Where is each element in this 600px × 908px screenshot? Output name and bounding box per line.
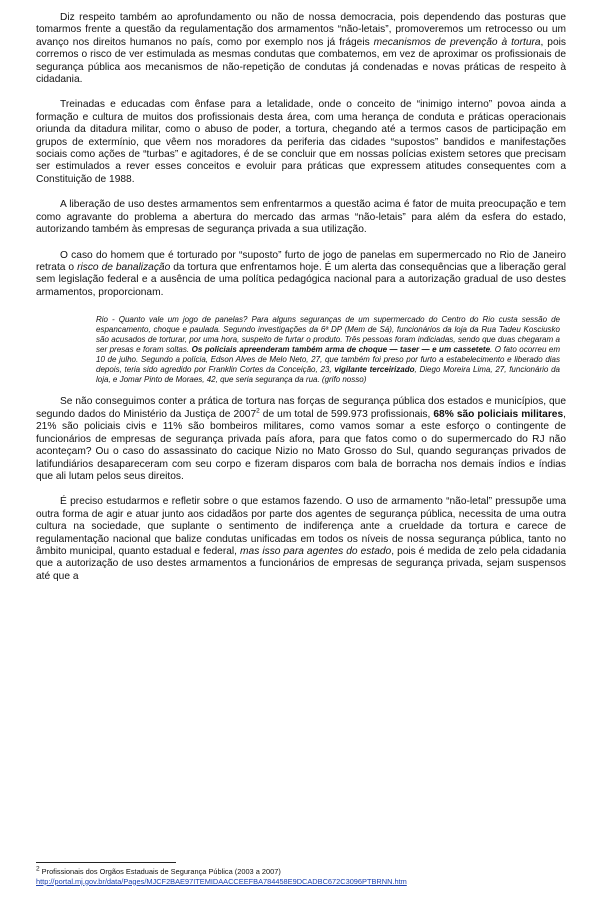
paragraph-4-tail: da tortura que enfrentamos hoje. É um alerta das consequências que a liberação geral sem legislação federal e a ausência de uma política pedagógica nacional para a autorização gradual de uso destes armamentos, proporcionam.	[36, 261, 566, 298]
footnote-text: Profissionais dos Orgãos Estaduais de Segurança Pública (2003 a 2007)	[39, 867, 281, 876]
paragraph-5-tail: , 21% são policiais civis e 11% são bombeiros militares, como vamos somar a este esforço o contingente de funcionários de empresas de segurança privada país afora, para que fatos como o do supermercado do RJ não aconteçam? Ou o caso do assassinato do cacique Nizio no Mato Grosso do Sul, quando seguranças privados de latifundiários desapareceram com seu corpo e fizeram disparos com bala de borracha nos demais índios e índias que ali lutam pelos seus direitos.	[36, 408, 566, 482]
footnote	[36, 867, 566, 886]
paragraph-1	[36, 12, 566, 86]
paragraph-5-text: Se não conseguimos conter a prática de tortura nas forças de segurança pública dos estados e municípios, que segundo dados do Ministério da Justiça de 2007	[36, 396, 566, 420]
paragraph-3: A liberação de uso destes armamentos sem enfrentarmos a questão acima é fator de muita preocupação e tem como agravante do problema a abertura do mercado das armas “não-letais” para além da esfera do estado, autorizando também às empresas de segurança privada a sua utilização.	[36, 199, 566, 236]
paragraph-4-emphasis: risco de banalização	[77, 261, 171, 273]
quote-bold-vigilante: vigilante terceirizado	[334, 364, 415, 374]
paragraph-1-tail: , pois corremos o risco de ver estimulada as mesmas condutas que combatemos, em vez de aproximar os profissionais de segurança pública aos mecanismos de não-repetição de condutas já condenadas e novas práticas de respeito à cidadania.	[36, 36, 566, 86]
footnote-number: 2	[36, 865, 40, 873]
quote-bold-taser: Os policiais apreenderam também arma de choque — taser — e um cassetete	[191, 344, 491, 354]
paragraph-5-bold: 68% são policiais militares	[433, 408, 564, 420]
footnote-link[interactable]: http://portal.mj.gov.br/data/Pages/MJCF2BAE97ITEMIDAACCEEFBA784458E9DCADBC672C3096PTBRNN.htm	[36, 876, 407, 886]
paragraph-2: Treinadas e educadas com ênfase para a letalidade, onde o conceito de “inimigo interno” povoa ainda a formação e cultura de muitos dos profissionais desta área, com uma herança de conduta e práticas operacionais oriunda da ditadura militar, como o abuso de poder, a tortura, chegando até a termos casos de participação em grupos de extermínio, que vêem nos moradores da periferia das cidades “supostos” bandidos e manifestações sociais como ações de “turbas” e agitadores, é de se concluir que em nossas polícias existem setores que precisam ser estimulados a rever esses conceitos e evoluir para práticas que expressem atitudes consequentes com a Constituição de 1988.	[36, 99, 566, 185]
footnote-divider	[36, 862, 176, 863]
paragraph-5	[36, 396, 566, 483]
paragraph-1-text: Diz respeito também ao aprofundamento ou não de nossa democracia, pois dependendo das posturas que tomarmos frente a questão da regulamentação dos armamentos “não-letais”, promoveremos um retrocesso ou um avanço nos direitos humanos no país, como por exemplo nos já frágeis	[36, 12, 566, 48]
paragraph-6-tail: , pois é medida de zelo pela cidadania que a autorização de uso destes armamentos a funcionários de empresas de segurança privada, sejam suspensos até que a	[36, 545, 567, 582]
footnote-ref: 2	[256, 407, 260, 415]
paragraph-6-emphasis: mas isso para agentes do estado	[240, 545, 392, 557]
paragraph-1-emphasis: mecanismos de prevenção à tortura	[373, 36, 541, 48]
paragraph-4-text: O caso do homem que é torturado por “suposto” furto de jogo de panelas em supermercado no Rio de Janeiro retrata o	[36, 249, 566, 273]
paragraph-4	[36, 250, 566, 300]
paragraph-5-text-2: de um total de 599.973 profissionais,	[259, 408, 434, 420]
paragraph-6	[36, 496, 566, 583]
quote-text-3: , Diego Moreira Lima, 27, funcionário da loja, e Jomar Pinto de Moraes, 42, que seria segurança da rua. (grifo nosso)	[96, 364, 561, 384]
quote-text: Rio - Quanto vale um jogo de panelas? Para alguns seguranças de um supermercado do Centro do Rio custa sessão de espancamento, choque e paulada. Segundo investigações da 6ª DP (Mem de Sá), funcionários da loja da Rua Tadeu Kosciusko são acusados de torturar, por uma hora, suspeito de furtar o produto. Três pessoas foram indiciadas, sendo que duas chegaram a ser presas e foram soltas.	[96, 315, 560, 354]
news-quote	[96, 315, 560, 384]
paragraph-6-text: É preciso estudarmos e refletir sobre o que estamos fazendo. O uso de armamento “não-letal” pressupõe uma outra forma de agir e atuar junto aos cidadãos por parte dos agentes de segurança pública, necessita de uma outra cultura na sociedade, que suplante o sentimento de indiferença ante a crueldade da tortura e carece de regulamentação nacional que balize condutas unificadas em todos os níveis de nossa segurança pública, tanto no âmbito municipal, quanto estadual e federal,	[36, 496, 566, 557]
quote-text-2: . O fato ocorreu em 10 de julho. Segundo a polícia, Edson Alves de Melo Neto, 27, que também foi preso por furto a estabelecimento e liberado dias depois, teria sido agredido por Franklin Cortes da Conceição, 23,	[96, 344, 560, 374]
